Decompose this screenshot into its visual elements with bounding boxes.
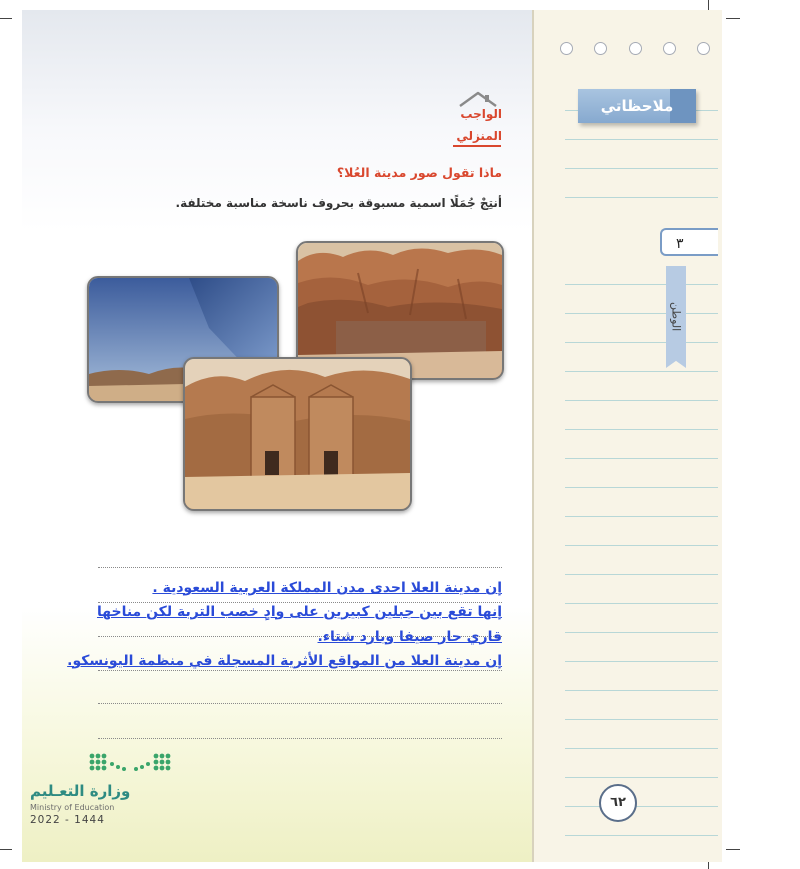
notes-title: ملاحظاتي [600, 97, 674, 115]
notes-rule-line [565, 168, 718, 169]
edition-year: 2022 - 1444 [30, 814, 105, 826]
ministry-logo-mark [86, 750, 174, 778]
answer-line-rule [98, 703, 502, 704]
notes-rule-line [565, 139, 718, 140]
answer-line-3: قاري حار صيفا وبارد شتاء. [317, 629, 502, 645]
notes-rule-line [565, 371, 718, 372]
notes-rule-line [565, 197, 718, 198]
crop-mark [0, 18, 12, 19]
notes-panel [532, 10, 722, 862]
answer-line-1: إن مدينة العلا احدى مدن المملكة العربية السعودية . [152, 580, 502, 596]
notes-rule-line [565, 806, 718, 807]
crop-mark [708, 862, 709, 869]
notes-rule-line [565, 603, 718, 604]
carved-tomb-illustration [185, 359, 410, 509]
notes-rule-line [565, 545, 718, 546]
unit-ribbon-label [666, 266, 686, 368]
binder-hole [629, 42, 642, 55]
notes-rule-line [565, 429, 718, 430]
binder-hole [697, 42, 710, 55]
answer-line-rule [98, 670, 502, 671]
notes-rule-line [565, 835, 718, 836]
notes-rule-line [565, 690, 718, 691]
ministry-name-arabic: وزارة التعـليم [30, 782, 131, 800]
notes-title-tab [578, 89, 696, 123]
homework-label-line1: الواجب [460, 107, 502, 121]
notes-rule-line [565, 342, 718, 343]
unit-name: الوطن [669, 302, 683, 332]
notes-rule-line [565, 487, 718, 488]
notes-rule-line [565, 458, 718, 459]
homework-label-line2: المنزلي [456, 129, 502, 143]
answer-line-rule [98, 738, 502, 739]
crop-mark [726, 849, 740, 850]
carved-tomb-photo [183, 357, 412, 511]
notes-rule-line [565, 313, 718, 314]
homework-question: ماذا تقول صور مدينة العُلا؟ [336, 165, 502, 180]
notes-rule-line [565, 284, 718, 285]
answer-line-2: إنها تقع بين جبلين كبيرين على وادٍ خصب التربة لكن مناخها [96, 604, 502, 620]
unit-number-tab: ٣ [660, 228, 718, 256]
notes-rule-line [565, 574, 718, 575]
notes-rule-line [565, 516, 718, 517]
notes-rule-line [565, 632, 718, 633]
page-divider [532, 10, 534, 862]
tab-shade [670, 89, 696, 123]
homework-underline [453, 145, 501, 147]
notes-rule-line [565, 400, 718, 401]
notes-rule-line [565, 661, 718, 662]
crop-mark [708, 0, 709, 10]
binder-hole [663, 42, 676, 55]
answer-line-rule [98, 602, 502, 603]
binder-holes [560, 42, 710, 56]
homework-label [440, 103, 502, 147]
notes-rule-line [565, 777, 718, 778]
notes-rule-line [565, 719, 718, 720]
homework-instruction: أنتِجْ جُمَلًا اسمية مسبوقة بحروف ناسخة مناسبة مختلفة. [175, 196, 502, 210]
crop-mark [0, 849, 12, 850]
crop-mark [726, 18, 740, 19]
notes-rule-line [565, 748, 718, 749]
binder-hole [560, 42, 573, 55]
answer-line-rule [98, 567, 502, 568]
binder-hole [594, 42, 607, 55]
answer-line-4: إن مدينة العلا من المواقع الأثرية المسجلة في منظمة اليونسكو. [67, 653, 502, 669]
page-number: ٦٢ [599, 784, 637, 822]
ministry-name-english: Ministry of Education [30, 803, 115, 812]
